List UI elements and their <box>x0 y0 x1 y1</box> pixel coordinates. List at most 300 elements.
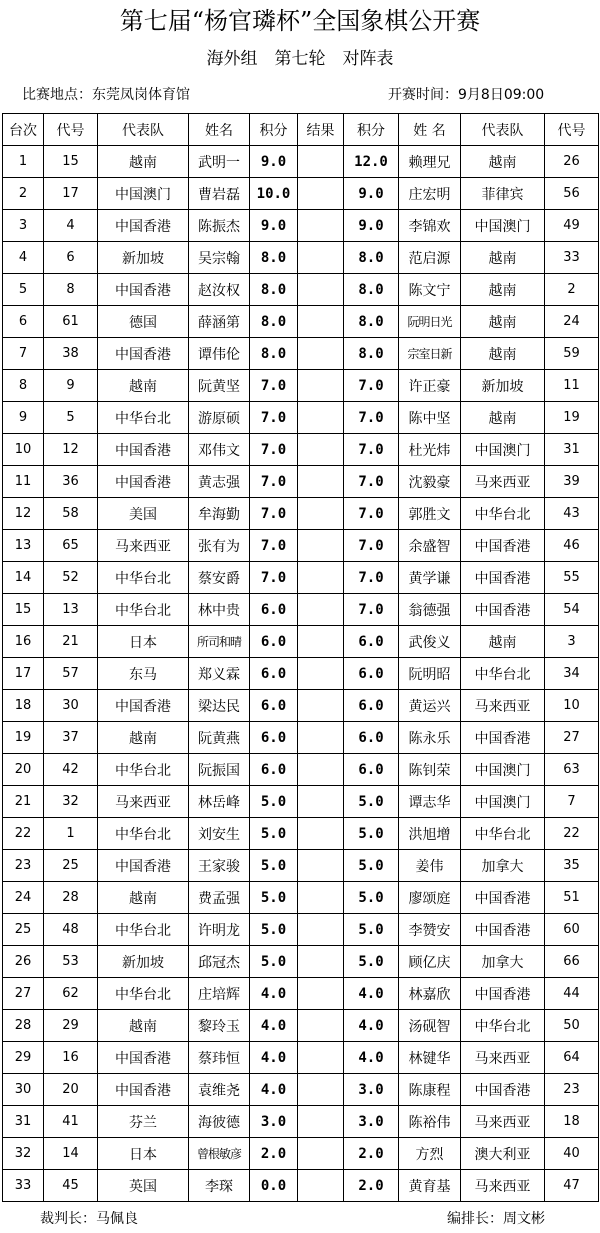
code-a-cell: 42 <box>44 754 98 786</box>
team-a-cell: 中华台北 <box>98 978 189 1010</box>
name-b-cell: 顾亿庆 <box>399 946 461 978</box>
board-cell: 30 <box>3 1074 44 1106</box>
name-a-cell: 邓伟文 <box>189 434 250 466</box>
score-a-cell: 4.0 <box>250 1074 298 1106</box>
score-a-cell: 7.0 <box>250 530 298 562</box>
result-cell <box>298 690 344 722</box>
code-b-cell: 7 <box>545 786 599 818</box>
code-b-cell: 49 <box>545 210 599 242</box>
score-a-cell: 3.0 <box>250 1106 298 1138</box>
header-board: 台次 <box>3 114 44 146</box>
team-a-cell: 马来西亚 <box>98 786 189 818</box>
score-a-cell: 4.0 <box>250 1042 298 1074</box>
name-a-cell: 所司和晴 <box>189 626 250 658</box>
score-a-cell: 5.0 <box>250 786 298 818</box>
name-a-cell: 阮黄燕 <box>189 722 250 754</box>
score-b-cell: 7.0 <box>344 594 399 626</box>
name-b-cell: 庄宏明 <box>399 178 461 210</box>
table-row <box>3 818 599 850</box>
team-b-cell: 加拿大 <box>461 946 545 978</box>
score-a-cell: 9.0 <box>250 210 298 242</box>
table-row <box>3 306 599 338</box>
name-b-cell: 洪旭增 <box>399 818 461 850</box>
team-b-cell: 菲律宾 <box>461 178 545 210</box>
name-a-cell: 曾根敏彦 <box>189 1138 250 1170</box>
table-row <box>3 1010 599 1042</box>
code-a-cell: 17 <box>44 178 98 210</box>
name-b-cell: 林嘉欣 <box>399 978 461 1010</box>
team-a-cell: 新加坡 <box>98 946 189 978</box>
team-a-cell: 日本 <box>98 626 189 658</box>
board-cell: 4 <box>3 242 44 274</box>
code-a-cell: 28 <box>44 882 98 914</box>
score-b-cell: 4.0 <box>344 1042 399 1074</box>
score-b-cell: 5.0 <box>344 850 399 882</box>
name-a-cell: 林中贵 <box>189 594 250 626</box>
board-cell: 22 <box>3 818 44 850</box>
name-b-cell: 廖颂庭 <box>399 882 461 914</box>
team-a-cell: 英国 <box>98 1170 189 1202</box>
name-b-cell: 汤砚智 <box>399 1010 461 1042</box>
board-cell: 27 <box>3 978 44 1010</box>
result-cell <box>298 1042 344 1074</box>
name-a-cell: 蔡玮恒 <box>189 1042 250 1074</box>
score-a-cell: 5.0 <box>250 946 298 978</box>
code-b-cell: 11 <box>545 370 599 402</box>
score-a-cell: 4.0 <box>250 1010 298 1042</box>
code-b-cell: 24 <box>545 306 599 338</box>
result-cell <box>298 594 344 626</box>
result-cell <box>298 370 344 402</box>
code-a-cell: 8 <box>44 274 98 306</box>
code-a-cell: 58 <box>44 498 98 530</box>
team-b-cell: 中国香港 <box>461 594 545 626</box>
code-b-cell: 64 <box>545 1042 599 1074</box>
code-a-cell: 4 <box>44 210 98 242</box>
chief-arranger-label: 编排长：周文彬 <box>447 1211 545 1227</box>
code-b-cell: 22 <box>545 818 599 850</box>
code-b-cell: 10 <box>545 690 599 722</box>
score-a-cell: 7.0 <box>250 402 298 434</box>
result-cell <box>298 210 344 242</box>
result-cell <box>298 562 344 594</box>
score-b-cell: 5.0 <box>344 882 399 914</box>
team-a-cell: 中国香港 <box>98 850 189 882</box>
name-b-cell: 许正豪 <box>399 370 461 402</box>
score-a-cell: 6.0 <box>250 626 298 658</box>
header-code-b: 代号 <box>545 114 599 146</box>
team-a-cell: 中国香港 <box>98 274 189 306</box>
name-b-cell: 翁德强 <box>399 594 461 626</box>
name-a-cell: 庄培辉 <box>189 978 250 1010</box>
board-cell: 23 <box>3 850 44 882</box>
team-a-cell: 中国香港 <box>98 1042 189 1074</box>
team-b-cell: 越南 <box>461 306 545 338</box>
score-a-cell: 7.0 <box>250 434 298 466</box>
team-a-cell: 德国 <box>98 306 189 338</box>
name-b-cell: 宗室日新 <box>399 338 461 370</box>
team-a-cell: 芬兰 <box>98 1106 189 1138</box>
result-cell <box>298 626 344 658</box>
score-a-cell: 6.0 <box>250 754 298 786</box>
score-b-cell: 7.0 <box>344 370 399 402</box>
score-a-cell: 10.0 <box>250 178 298 210</box>
result-cell <box>298 306 344 338</box>
code-a-cell: 16 <box>44 1042 98 1074</box>
team-a-cell: 马来西亚 <box>98 530 189 562</box>
score-b-cell: 3.0 <box>344 1106 399 1138</box>
board-cell: 26 <box>3 946 44 978</box>
score-b-cell: 4.0 <box>344 1010 399 1042</box>
code-a-cell: 20 <box>44 1074 98 1106</box>
table-row <box>3 530 599 562</box>
score-b-cell: 2.0 <box>344 1170 399 1202</box>
name-a-cell: 海彼德 <box>189 1106 250 1138</box>
team-b-cell: 中国澳门 <box>461 754 545 786</box>
code-a-cell: 1 <box>44 818 98 850</box>
board-cell: 19 <box>3 722 44 754</box>
name-a-cell: 张有为 <box>189 530 250 562</box>
board-cell: 18 <box>3 690 44 722</box>
board-cell: 11 <box>3 466 44 498</box>
table-row <box>3 562 599 594</box>
score-a-cell: 7.0 <box>250 562 298 594</box>
table-row <box>3 722 599 754</box>
name-a-cell: 许明龙 <box>189 914 250 946</box>
score-a-cell: 7.0 <box>250 370 298 402</box>
name-a-cell: 黎玲玉 <box>189 1010 250 1042</box>
table-row <box>3 594 599 626</box>
code-a-cell: 21 <box>44 626 98 658</box>
code-b-cell: 51 <box>545 882 599 914</box>
team-a-cell: 美国 <box>98 498 189 530</box>
name-b-cell: 黄育基 <box>399 1170 461 1202</box>
score-a-cell: 5.0 <box>250 850 298 882</box>
score-b-cell: 5.0 <box>344 818 399 850</box>
team-a-cell: 日本 <box>98 1138 189 1170</box>
result-cell <box>298 786 344 818</box>
table-row <box>3 786 599 818</box>
table-row <box>3 370 599 402</box>
name-b-cell: 阮明日光 <box>399 306 461 338</box>
team-b-cell: 越南 <box>461 402 545 434</box>
code-a-cell: 52 <box>44 562 98 594</box>
table-row <box>3 850 599 882</box>
name-a-cell: 牟海勤 <box>189 498 250 530</box>
board-cell: 17 <box>3 658 44 690</box>
table-row <box>3 434 599 466</box>
score-a-cell: 4.0 <box>250 978 298 1010</box>
code-a-cell: 61 <box>44 306 98 338</box>
table-row <box>3 1106 599 1138</box>
table-row <box>3 978 599 1010</box>
result-cell <box>298 914 344 946</box>
score-b-cell: 6.0 <box>344 626 399 658</box>
score-a-cell: 8.0 <box>250 274 298 306</box>
result-cell <box>298 338 344 370</box>
team-a-cell: 东马 <box>98 658 189 690</box>
name-b-cell: 余盛智 <box>399 530 461 562</box>
team-a-cell: 中华台北 <box>98 562 189 594</box>
team-a-cell: 中华台北 <box>98 914 189 946</box>
code-b-cell: 18 <box>545 1106 599 1138</box>
table-header-row <box>3 114 599 146</box>
team-b-cell: 越南 <box>461 626 545 658</box>
code-a-cell: 62 <box>44 978 98 1010</box>
score-a-cell: 6.0 <box>250 594 298 626</box>
name-a-cell: 阮振国 <box>189 754 250 786</box>
code-b-cell: 23 <box>545 1074 599 1106</box>
table-row <box>3 1042 599 1074</box>
result-cell <box>298 274 344 306</box>
score-a-cell: 6.0 <box>250 690 298 722</box>
team-a-cell: 新加坡 <box>98 242 189 274</box>
header-team-b: 代表队 <box>461 114 545 146</box>
board-cell: 1 <box>3 146 44 178</box>
team-b-cell: 澳大利亚 <box>461 1138 545 1170</box>
code-b-cell: 55 <box>545 562 599 594</box>
board-cell: 6 <box>3 306 44 338</box>
code-b-cell: 59 <box>545 338 599 370</box>
team-b-cell: 马来西亚 <box>461 690 545 722</box>
page-title: 第七届“杨官璘杯”全国象棋公开赛 <box>119 7 481 35</box>
score-b-cell: 6.0 <box>344 754 399 786</box>
name-b-cell: 李锦欢 <box>399 210 461 242</box>
team-a-cell: 越南 <box>98 882 189 914</box>
score-b-cell: 9.0 <box>344 210 399 242</box>
code-b-cell: 63 <box>545 754 599 786</box>
code-a-cell: 15 <box>44 146 98 178</box>
score-b-cell: 9.0 <box>344 178 399 210</box>
board-cell: 12 <box>3 498 44 530</box>
code-b-cell: 54 <box>545 594 599 626</box>
score-a-cell: 8.0 <box>250 306 298 338</box>
header-score-b: 积分 <box>344 114 399 146</box>
code-a-cell: 14 <box>44 1138 98 1170</box>
team-b-cell: 新加坡 <box>461 370 545 402</box>
board-cell: 10 <box>3 434 44 466</box>
table-row <box>3 146 599 178</box>
table-row <box>3 466 599 498</box>
code-a-cell: 25 <box>44 850 98 882</box>
board-cell: 15 <box>3 594 44 626</box>
name-b-cell: 郭胜文 <box>399 498 461 530</box>
board-cell: 25 <box>3 914 44 946</box>
score-a-cell: 0.0 <box>250 1170 298 1202</box>
table-row <box>3 658 599 690</box>
name-a-cell: 赵汝权 <box>189 274 250 306</box>
result-cell <box>298 466 344 498</box>
name-a-cell: 陈振杰 <box>189 210 250 242</box>
result-cell <box>298 978 344 1010</box>
code-b-cell: 47 <box>545 1170 599 1202</box>
score-b-cell: 12.0 <box>344 146 399 178</box>
team-b-cell: 加拿大 <box>461 850 545 882</box>
team-a-cell: 越南 <box>98 370 189 402</box>
code-b-cell: 66 <box>545 946 599 978</box>
table-row <box>3 882 599 914</box>
page-subtitle: 海外组 第七轮 对阵表 <box>206 49 394 69</box>
name-b-cell: 李赞安 <box>399 914 461 946</box>
code-a-cell: 6 <box>44 242 98 274</box>
name-b-cell: 林键华 <box>399 1042 461 1074</box>
score-a-cell: 8.0 <box>250 338 298 370</box>
team-a-cell: 中国澳门 <box>98 178 189 210</box>
team-a-cell: 中华台北 <box>98 754 189 786</box>
team-a-cell: 中国香港 <box>98 466 189 498</box>
board-cell: 3 <box>3 210 44 242</box>
result-cell <box>298 946 344 978</box>
name-a-cell: 黄志强 <box>189 466 250 498</box>
table-row <box>3 274 599 306</box>
pairings-table <box>2 113 599 1202</box>
code-b-cell: 43 <box>545 498 599 530</box>
name-b-cell: 范启源 <box>399 242 461 274</box>
code-a-cell: 37 <box>44 722 98 754</box>
code-b-cell: 46 <box>545 530 599 562</box>
team-b-cell: 中国香港 <box>461 978 545 1010</box>
result-cell <box>298 530 344 562</box>
team-b-cell: 马来西亚 <box>461 466 545 498</box>
team-b-cell: 中国香港 <box>461 530 545 562</box>
score-b-cell: 6.0 <box>344 658 399 690</box>
score-a-cell: 8.0 <box>250 242 298 274</box>
result-cell <box>298 242 344 274</box>
result-cell <box>298 1106 344 1138</box>
name-a-cell: 薛涵第 <box>189 306 250 338</box>
score-b-cell: 7.0 <box>344 530 399 562</box>
table-row <box>3 498 599 530</box>
result-cell <box>298 1138 344 1170</box>
score-b-cell: 6.0 <box>344 722 399 754</box>
result-cell <box>298 658 344 690</box>
team-b-cell: 马来西亚 <box>461 1042 545 1074</box>
name-a-cell: 游原硕 <box>189 402 250 434</box>
team-a-cell: 越南 <box>98 722 189 754</box>
team-a-cell: 中华台北 <box>98 818 189 850</box>
board-cell: 28 <box>3 1010 44 1042</box>
board-cell: 14 <box>3 562 44 594</box>
team-b-cell: 马来西亚 <box>461 1106 545 1138</box>
code-b-cell: 34 <box>545 658 599 690</box>
board-cell: 29 <box>3 1042 44 1074</box>
score-b-cell: 8.0 <box>344 274 399 306</box>
name-a-cell: 袁维尧 <box>189 1074 250 1106</box>
team-a-cell: 中国香港 <box>98 690 189 722</box>
code-a-cell: 41 <box>44 1106 98 1138</box>
team-a-cell: 越南 <box>98 1010 189 1042</box>
score-b-cell: 8.0 <box>344 306 399 338</box>
code-b-cell: 33 <box>545 242 599 274</box>
score-b-cell: 6.0 <box>344 690 399 722</box>
board-cell: 20 <box>3 754 44 786</box>
board-cell: 2 <box>3 178 44 210</box>
name-b-cell: 阮明昭 <box>399 658 461 690</box>
score-a-cell: 7.0 <box>250 498 298 530</box>
name-b-cell: 杜光炜 <box>399 434 461 466</box>
name-a-cell: 吴宗翰 <box>189 242 250 274</box>
name-b-cell: 陈文宁 <box>399 274 461 306</box>
score-a-cell: 6.0 <box>250 722 298 754</box>
name-a-cell: 阮黄坚 <box>189 370 250 402</box>
score-b-cell: 7.0 <box>344 402 399 434</box>
table-row <box>3 754 599 786</box>
score-a-cell: 5.0 <box>250 882 298 914</box>
score-a-cell: 5.0 <box>250 914 298 946</box>
code-a-cell: 13 <box>44 594 98 626</box>
team-b-cell: 中国香港 <box>461 1074 545 1106</box>
board-cell: 13 <box>3 530 44 562</box>
name-b-cell: 姜伟 <box>399 850 461 882</box>
table-row <box>3 242 599 274</box>
table-row <box>3 690 599 722</box>
name-a-cell: 王家骏 <box>189 850 250 882</box>
name-a-cell: 林岳峰 <box>189 786 250 818</box>
code-b-cell: 31 <box>545 434 599 466</box>
team-b-cell: 中华台北 <box>461 498 545 530</box>
name-a-cell: 刘安生 <box>189 818 250 850</box>
score-a-cell: 5.0 <box>250 818 298 850</box>
score-a-cell: 6.0 <box>250 658 298 690</box>
name-a-cell: 梁达民 <box>189 690 250 722</box>
team-b-cell: 中华台北 <box>461 818 545 850</box>
score-b-cell: 3.0 <box>344 1074 399 1106</box>
team-a-cell: 中国香港 <box>98 338 189 370</box>
code-a-cell: 36 <box>44 466 98 498</box>
name-b-cell: 陈裕伟 <box>399 1106 461 1138</box>
team-b-cell: 马来西亚 <box>461 1170 545 1202</box>
code-b-cell: 44 <box>545 978 599 1010</box>
team-b-cell: 中国香港 <box>461 882 545 914</box>
score-b-cell: 5.0 <box>344 786 399 818</box>
result-cell <box>298 1074 344 1106</box>
name-b-cell: 陈康程 <box>399 1074 461 1106</box>
code-b-cell: 40 <box>545 1138 599 1170</box>
pairings-body <box>3 146 599 1202</box>
code-b-cell: 50 <box>545 1010 599 1042</box>
header-team-a: 代表队 <box>98 114 189 146</box>
name-a-cell: 谭伟伦 <box>189 338 250 370</box>
team-a-cell: 中国香港 <box>98 1074 189 1106</box>
code-a-cell: 32 <box>44 786 98 818</box>
team-b-cell: 越南 <box>461 338 545 370</box>
code-b-cell: 2 <box>545 274 599 306</box>
name-a-cell: 李琛 <box>189 1170 250 1202</box>
score-b-cell: 8.0 <box>344 242 399 274</box>
start-time-label: 开赛时间：9月8日09:00 <box>388 87 545 103</box>
code-a-cell: 5 <box>44 402 98 434</box>
board-cell: 16 <box>3 626 44 658</box>
name-b-cell: 陈永乐 <box>399 722 461 754</box>
name-a-cell: 费孟强 <box>189 882 250 914</box>
name-b-cell: 陈钊荣 <box>399 754 461 786</box>
name-b-cell: 赖理兄 <box>399 146 461 178</box>
code-a-cell: 57 <box>44 658 98 690</box>
board-cell: 33 <box>3 1170 44 1202</box>
table-row <box>3 1074 599 1106</box>
team-b-cell: 中国香港 <box>461 562 545 594</box>
score-b-cell: 4.0 <box>344 978 399 1010</box>
team-b-cell: 中国香港 <box>461 722 545 754</box>
name-a-cell: 邱冠杰 <box>189 946 250 978</box>
table-row <box>3 210 599 242</box>
board-cell: 8 <box>3 370 44 402</box>
board-cell: 7 <box>3 338 44 370</box>
team-b-cell: 越南 <box>461 146 545 178</box>
result-cell <box>298 1010 344 1042</box>
code-b-cell: 19 <box>545 402 599 434</box>
result-cell <box>298 498 344 530</box>
